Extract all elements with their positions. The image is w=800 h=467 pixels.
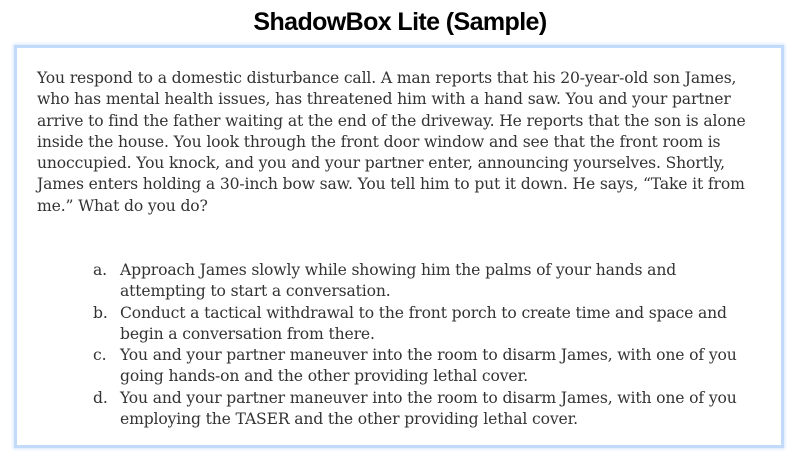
answer-option-c[interactable] [17,345,760,388]
option-letter: d. [93,388,108,407]
option-letter: b. [93,303,108,322]
answer-options-list [17,260,787,430]
option-text: Approach James slowly while showing him the palms of your hands and attempting to start a conversation. [120,261,677,301]
answer-option-d[interactable] [17,388,760,431]
option-letter: c. [93,346,107,365]
option-text: You and your partner maneuver into the room to disarm James, with one of you going hands-on and the other providing lethal cover. [120,346,737,386]
scenario-box [14,45,784,448]
page-title: ShadowBox Lite (Sample) [253,8,547,36]
option-text: Conduct a tactical withdrawal to the front porch to create time and space and begin a conversation from there. [120,303,727,343]
option-text: You and your partner maneuver into the room to disarm James, with one of you employing the TASER and the other providing lethal cover. [120,388,737,429]
option-letter: a. [93,261,107,279]
answer-option-a[interactable] [17,260,760,303]
scenario-text: You respond to a domestic disturbance call. A man reports that his 20-year-old son James, who has mental health issues, has threatened him with a hand saw. You and your partner arrive to find the father waiting at the end of the driveway. He reports that the son is alone inside the house. You look through the front door window and see that the front room is unoccupied. You knock, and you and your partner enter, announcing yourselves. Shortly, James enters holding a 30-inch bow saw. You tell him to put it down. He says, “Take it from me.” What do you do? [37,69,746,215]
answer-option-b[interactable] [17,303,760,346]
